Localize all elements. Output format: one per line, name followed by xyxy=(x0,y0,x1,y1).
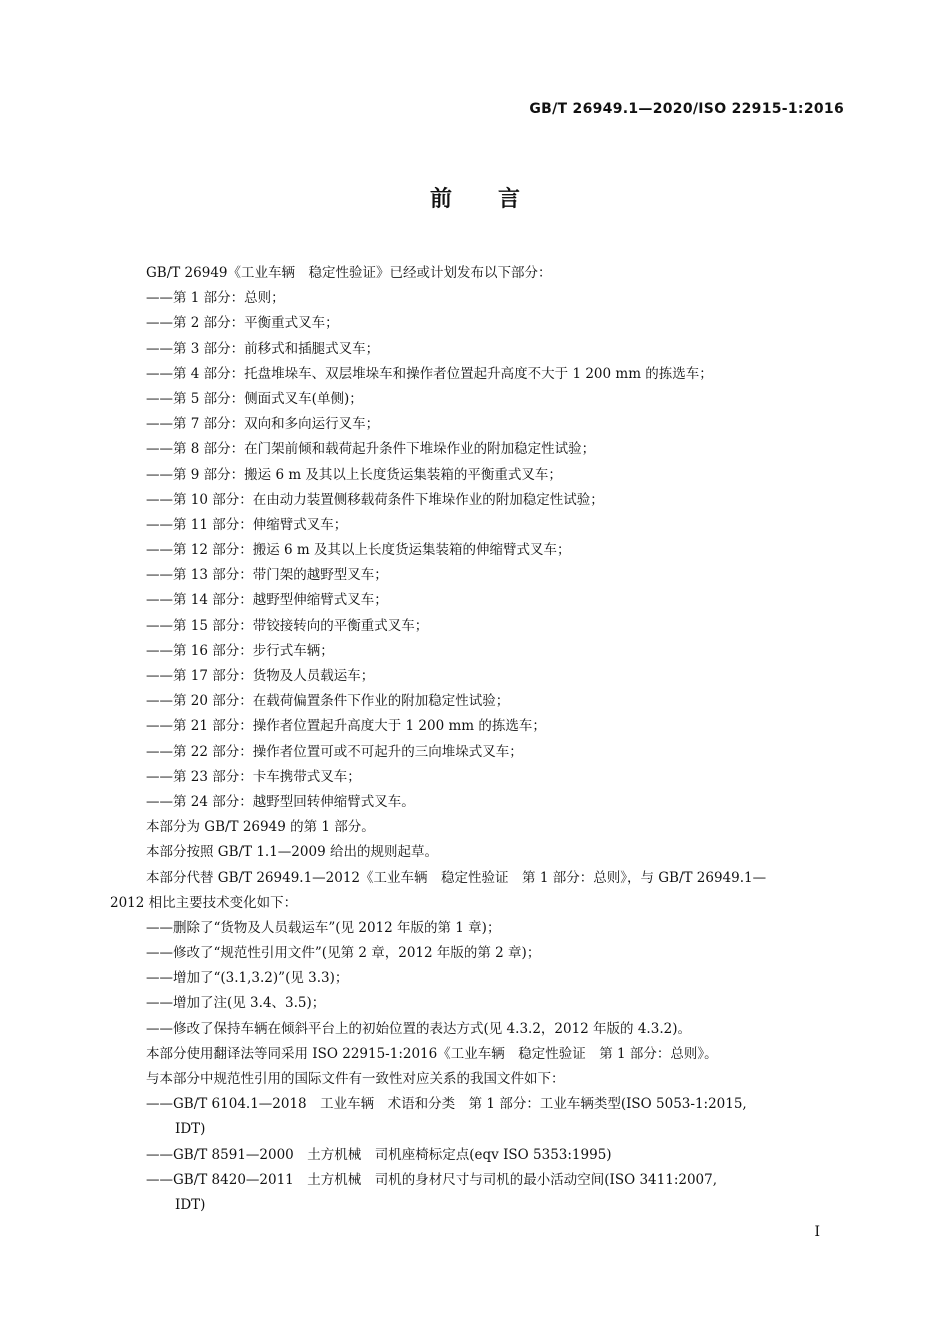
change-list-item: ——增加了注(见 3.4、3.5)； xyxy=(146,995,326,1012)
part-list-item: ——第 24 部分：越野型回转伸缩臂式叉车。 xyxy=(146,793,415,810)
part-list-item: ——第 23 部分：卡车携带式叉车； xyxy=(146,768,361,785)
part-list-item: ——第 17 部分：货物及人员载运车； xyxy=(146,668,375,684)
part-list-item: ——第 16 部分：步行式车辆； xyxy=(146,642,334,659)
part-list-item: ——第 3 部分：前移式和插腿式叉车； xyxy=(146,340,380,357)
part-list-item: ——第 8 部分：在门架前倾和载荷起升条件下堆垛作业的附加稳定性试验； xyxy=(146,441,596,458)
part-list-item: ——第 13 部分：带门架的越野型叉车； xyxy=(146,567,388,584)
paragraph-continuation: 2012 相比主要技术变化如下： xyxy=(110,894,298,911)
part-list-item: ——第 21 部分：操作者位置起升高度大于 1 200 mm 的拣选车； xyxy=(146,718,546,735)
reference-list-item-continuation: IDT) xyxy=(175,1121,206,1138)
standard-number: GB/T 26949.1—2020/ISO 22915-1:2016 xyxy=(529,101,844,117)
change-list-item: ——修改了保持车辆在倾斜平台上的初始位置的表达方式(见 4.3.2，2012 年版的 4.3.2)。 xyxy=(146,1020,691,1037)
change-list-item: ——增加了“(3.1,3.2)”(见 3.3)； xyxy=(146,970,349,987)
intro-paragraph: GB/T 26949《工业车辆 稳定性验证》已经或计划发布以下部分： xyxy=(146,265,552,281)
reference-list-item: ——GB/T 6104.1—2018 工业车辆 术语和分类 第 1 部分：工业车辆类型(ISO 5053-1:2015, xyxy=(146,1096,747,1113)
paragraph: 本部分使用翻译法等同采用 ISO 22915-1:2016《工业车辆 稳定性验证 第 1 部分：总则》。 xyxy=(146,1045,718,1062)
paragraph: 与本部分中规范性引用的国际文件有一致性对应关系的我国文件如下： xyxy=(146,1071,565,1087)
part-list-item: ——第 5 部分：侧面式叉车(单侧)； xyxy=(146,390,363,407)
part-list-item: ——第 4 部分：托盘堆垛车、双层堆垛车和操作者位置起升高度不大于 1 200 mm 的拣选车； xyxy=(146,365,713,382)
part-list-item: ——第 11 部分：伸缩臂式叉车； xyxy=(146,516,348,533)
reference-list-item: ——GB/T 8591—2000 土方机械 司机座椅标定点(eqv ISO 5353:1995) xyxy=(146,1146,612,1163)
part-list-item: ——第 22 部分：操作者位置可或不可起升的三向堆垛式叉车； xyxy=(146,743,523,760)
part-list-item: ——第 9 部分：搬运 6 m 及其以上长度货运集装箱的平衡重式叉车； xyxy=(146,466,562,483)
part-list-item: ——第 12 部分：搬运 6 m 及其以上长度货运集装箱的伸缩臂式叉车； xyxy=(146,542,571,559)
page-number: I xyxy=(814,1224,820,1240)
reference-list-item: ——GB/T 8420—2011 土方机械 司机的身材尺寸与司机的最小活动空间(ISO 3411:2007, xyxy=(146,1171,718,1188)
document-body xyxy=(110,261,844,1218)
part-list-item: ——第 2 部分：平衡重式叉车； xyxy=(146,315,339,332)
part-list-item: ——第 20 部分：在载荷偏置条件下作业的附加稳定性试验； xyxy=(146,693,510,710)
part-list-item: ——第 14 部分：越野型伸缩臂式叉车； xyxy=(146,592,388,609)
part-list-item: ——第 1 部分：总则； xyxy=(146,290,285,307)
reference-list-item-continuation: IDT) xyxy=(175,1196,206,1213)
paragraph: 本部分为 GB/T 26949 的第 1 部分。 xyxy=(146,819,375,836)
part-list-item: ——第 10 部分：在由动力装置侧移载荷条件下堆垛作业的附加稳定性试验； xyxy=(146,491,604,508)
change-list-item: ——修改了“规范性引用文件”(见第 2 章，2012 年版的第 2 章)； xyxy=(146,945,541,962)
paragraph: 本部分按照 GB/T 1.1—2009 给出的规则起草。 xyxy=(146,844,438,861)
paragraph: 本部分代替 GB/T 26949.1—2012《工业车辆 稳定性验证 第 1 部分：总则》，与 GB/T 26949.1— xyxy=(146,869,767,886)
part-list-item: ——第 15 部分：带铰接转向的平衡重式叉车； xyxy=(146,617,429,634)
part-list-item: ——第 7 部分：双向和多向运行叉车； xyxy=(146,416,380,433)
page-title: 前言 xyxy=(429,187,566,212)
change-list-item: ——删除了“货物及人员载运车”(见 2012 年版的第 1 章)； xyxy=(146,919,501,936)
